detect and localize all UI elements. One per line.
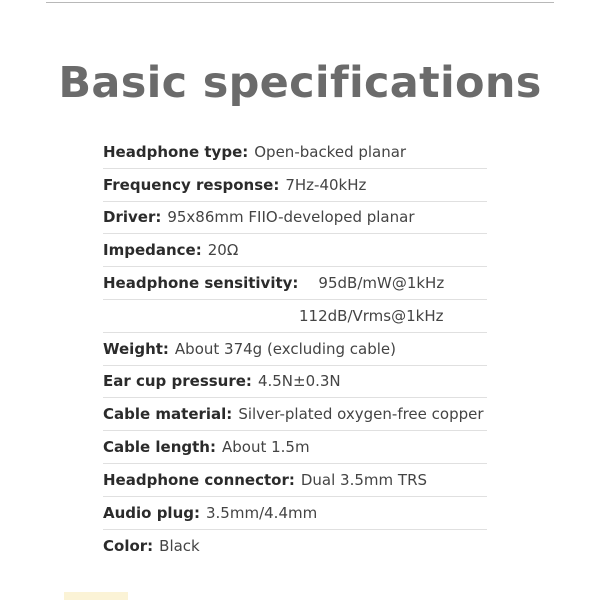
spec-row-audio-plug xyxy=(103,497,487,530)
spec-value: 95x86mm FIIO-developed planar xyxy=(167,208,415,227)
spec-row-driver xyxy=(103,202,487,235)
spec-label: Headphone sensitivity: xyxy=(103,274,299,293)
spec-row-cable-length xyxy=(103,431,487,464)
spec-value: 4.5N±0.3N xyxy=(257,372,341,391)
spec-row-frequency-response xyxy=(103,169,487,202)
spec-label: Headphone connector: xyxy=(103,470,295,489)
spec-row-headphone-sensitivity xyxy=(103,267,487,300)
bottom-decoration xyxy=(64,592,128,600)
spec-value: About 1.5m xyxy=(221,438,310,457)
spec-value: Silver-plated oxygen-free copper xyxy=(238,405,484,424)
spec-value: 112dB/Vrms@1kHz xyxy=(299,306,444,325)
spec-row-ear-cup-pressure xyxy=(103,366,487,399)
spec-row-headphone-connector xyxy=(103,464,487,497)
spec-value: 7Hz-40kHz xyxy=(285,175,367,194)
spec-label: Cable material: xyxy=(103,405,233,424)
spec-value: Dual 3.5mm TRS xyxy=(300,470,428,489)
spec-label: Weight: xyxy=(103,339,169,358)
spec-label: Impedance: xyxy=(103,241,202,260)
spec-label: Ear cup pressure: xyxy=(103,372,252,391)
spec-row-sensitivity-continued xyxy=(103,300,487,333)
spec-row-impedance xyxy=(103,234,487,267)
spec-value: Open-backed planar xyxy=(254,142,407,161)
spec-label: Color: xyxy=(103,536,154,555)
spec-value: 3.5mm/4.4mm xyxy=(206,503,318,522)
spec-row-weight xyxy=(103,333,487,366)
spec-label: Audio plug: xyxy=(103,503,200,522)
spec-value: 20Ω xyxy=(207,241,239,260)
spec-label: Driver: xyxy=(103,208,162,227)
page-title: Basic specifications xyxy=(58,58,542,108)
spec-row-cable-material xyxy=(103,398,487,431)
spec-value: Black xyxy=(159,536,200,555)
spec-label: Frequency response: xyxy=(103,175,280,194)
spec-label: Headphone type: xyxy=(103,142,249,161)
spec-row-color xyxy=(103,530,487,563)
spec-value: 95dB/mW@1kHz xyxy=(318,274,445,293)
spec-row-headphone-type xyxy=(103,136,487,169)
spec-value: About 374g (excluding cable) xyxy=(174,339,397,358)
spec-label: Cable length: xyxy=(103,438,216,457)
spec-list xyxy=(103,136,487,562)
top-divider xyxy=(46,2,554,3)
